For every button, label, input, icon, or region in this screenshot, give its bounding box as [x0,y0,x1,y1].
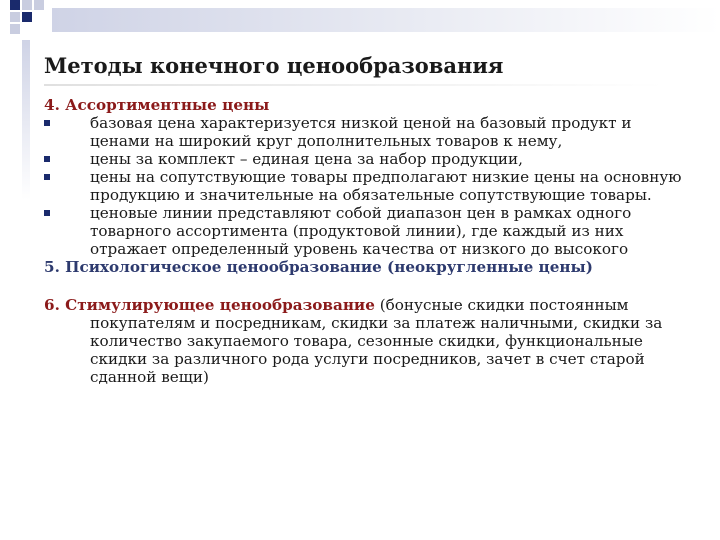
bullet-text: цены на сопутствующие товары предполагают низкие цены на основную продукцию и значительные на обязательные сопутствующие товары. [90,168,682,204]
deco-square-light-icon [10,12,20,22]
deco-square-dark-icon [10,0,20,10]
square-bullet-icon [44,174,50,180]
list-item [44,168,684,204]
top-gradient-bar [52,8,720,32]
bullet-text: цены за комплект – единая цена за набор продукции, [90,150,523,168]
section6-text: (бонусные скидки постоянным покупателям и посредникам, скидки за платеж наличными, скидки за количество закупаемого товара, сезонные скидки, функциональные скидки за различного рода услуги посредников, зачет в счет старой сданной вещи) [90,296,663,386]
deco-square-dark-icon [22,12,32,22]
bullet-text: ценовые линии представляют собой диапазон цен в рамках одного товарного ассортимента (продуктовой линии), где каждый из них отражает определенный уровень качества от низкого до высокого [90,204,632,258]
bullet-text: базовая цена характеризуется низкой ценой на базовый продукт и ценами на широкий круг дополнительных товаров к нему, [90,114,632,150]
title-divider [44,84,664,86]
section6-paragraph [44,296,684,386]
square-bullet-icon [44,210,50,216]
slide-content [44,96,684,386]
left-gradient-bar [22,40,30,200]
slide-title: Методы конечного ценообразования [44,53,504,78]
square-bullet-icon [44,156,50,162]
square-bullet-icon [44,120,50,126]
section4-heading: 4. Ассортиментные цены [44,96,270,114]
deco-square-light-icon [34,0,44,10]
list-item [44,150,684,168]
spacer [44,276,684,296]
section5-heading: 5. Психологическое ценообразование (неокругленные цены) [44,258,593,276]
section6-heading: 6. Стимулирующее ценообразование [44,296,375,314]
list-item [44,204,684,258]
list-item [44,114,684,150]
deco-square-light-icon [22,0,32,10]
deco-square-light-icon [10,24,20,34]
